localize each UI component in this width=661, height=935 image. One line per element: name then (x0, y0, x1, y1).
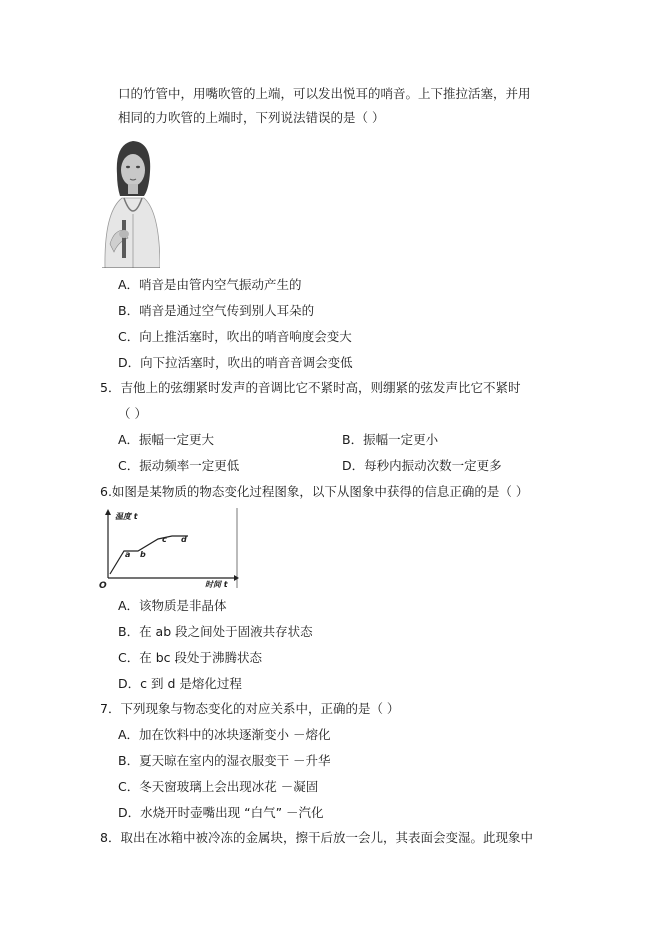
q6-stem: 6.如图是某物质的物态变化过程图象，以下从图象中获得的信息正确的是（ ） (100, 484, 529, 499)
q7-option-d: D．水烧开时壶嘴出现 “白气” －汽化 (118, 805, 324, 820)
q7-option-c: C．冬天窗玻璃上会出现冰花 －凝固 (118, 779, 319, 794)
x-axis-arrow (234, 575, 239, 581)
point-b-label: b (140, 550, 146, 559)
q5-option-b: B．振幅一定更小 (342, 432, 439, 447)
q5-option-d: D．每秒内振动次数一定更多 (342, 458, 502, 473)
q4-stem-line1: 口的竹管中，用嘴吹管的上端，可以发出悦耳的哨音。上下推拉活塞，并用 (118, 86, 531, 101)
q4-option-d: D．向下拉活塞时，吹出的哨音音调会变低 (118, 355, 353, 370)
point-a-label: a (125, 550, 131, 559)
temperature-time-graph (98, 506, 240, 590)
point-d-label: d (181, 535, 187, 544)
q4-option-b: B．哨音是通过空气传到别人耳朵的 (118, 303, 315, 318)
y-axis-arrow (105, 509, 111, 515)
q7-stem: 7．下列现象与物态变化的对应关系中，正确的是（ ） (100, 701, 400, 716)
phase-change-curve (110, 536, 188, 574)
q4-option-c: C．向上推活塞时，吹出的哨音响度会变大 (118, 329, 352, 344)
q6-option-b: B．在 ab 段之间处于固液共存状态 (118, 624, 313, 639)
q6-option-d: D．c 到 d 是熔化过程 (118, 676, 242, 691)
q6-option-a: A．该物质是非晶体 (118, 598, 227, 613)
y-axis-label: 温度 t (115, 512, 138, 521)
q5-stem-line2: （ ） (118, 406, 147, 421)
q7-option-b: B．夏天晾在室内的湿衣服变干 －升华 (118, 753, 331, 768)
x-axis-label: 时间 t (205, 580, 228, 589)
origin-label: O (99, 581, 107, 590)
q8-stem: 8．取出在冰箱中被冷冻的金属块，擦干后放一会儿，其表面会变湿。此现象中 (100, 830, 533, 845)
q4-stem-line2: 相同的力吹管的上端时，下列说法错误的是（ ） (118, 110, 385, 125)
q4-option-a: A．哨音是由管内空气振动产生的 (118, 277, 302, 292)
q7-option-a: A．加在饮料中的冰块逐渐变小 －熔化 (118, 727, 331, 742)
q6-option-c: C．在 bc 段处于沸腾状态 (118, 650, 262, 665)
point-c-label: c (162, 535, 167, 544)
girl-playing-whistle-photo (100, 134, 160, 268)
q5-option-c: C．振动频率一定更低 (118, 458, 240, 473)
q5-option-a: A．振幅一定更大 (118, 432, 215, 447)
q5-stem-line1: 5．吉他上的弦绷紧时发声的音调比它不紧时高，则绷紧的弦发声比它不紧时 (100, 380, 521, 395)
